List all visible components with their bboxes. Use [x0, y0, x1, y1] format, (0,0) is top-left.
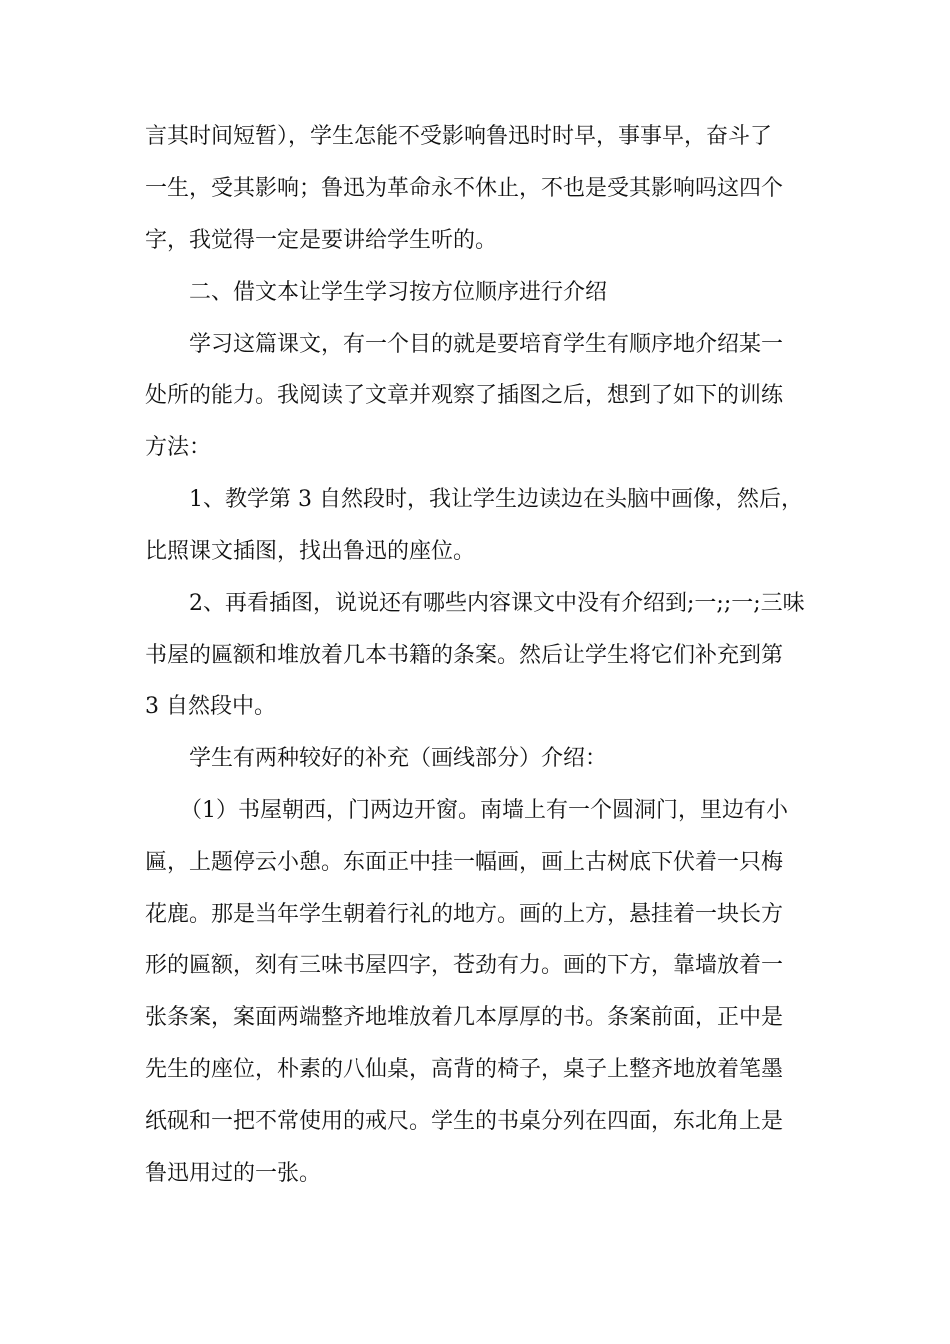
text-line: 比照课文插图，找出鲁迅的座位。	[145, 539, 476, 564]
text-line: 一生，受其影响；鲁迅为革命永不休止，不也是受其影响吗这四个	[145, 176, 784, 201]
section-heading: 二、借文本让学生学习按方位顺序进行介绍	[189, 280, 608, 305]
text-line: 1、教学第 3 自然段时，我让学生边读边在头脑中画像，然后，	[189, 487, 803, 512]
text-line: 匾，上题停云小憩。东面正中挂一幅画，画上古树底下伏着一只梅	[145, 850, 784, 875]
text-line: （1）书屋朝西，门两边开窗。南墙上有一个圆洞门，里边有小	[180, 798, 788, 823]
text-line: 张条案，案面两端整齐地堆放着几本厚厚的书。条案前面，正中是	[145, 1005, 784, 1030]
text-line: 学习这篇课文，有一个目的就是要培育学生有顺序地介绍某一	[189, 332, 784, 357]
text-line: 处所的能力。我阅读了文章并观察了插图之后，想到了如下的训练	[145, 383, 784, 408]
text-line: 学生有两种较好的补充（画线部分）介绍：	[189, 746, 608, 771]
text-line: 鲁迅用过的一张。	[145, 1161, 322, 1186]
text-line: 2、再看插图，说说还有哪些内容课文中没有介绍到;一;;一;三味	[189, 591, 805, 616]
text-line: 方法：	[145, 435, 212, 460]
text-line: 花鹿。那是当年学生朝着行礼的地方。画的上方，悬挂着一块长方	[145, 902, 784, 927]
text-line: 言其时间短暂），学生怎能不受影响鲁迅时时早，事事早，奋斗了	[145, 124, 773, 149]
text-line: 书屋的匾额和堆放着几本书籍的条案。然后让学生将它们补充到第	[145, 643, 784, 668]
text-line: 纸砚和一把不常使用的戒尺。学生的书桌分列在四面，东北角上是	[145, 1109, 784, 1134]
text-line: 先生的座位，朴素的八仙桌，高背的椅子，桌子上整齐地放着笔墨	[145, 1057, 784, 1082]
text-line: 字，我觉得一定是要讲给学生听的。	[145, 228, 498, 253]
text-line: 形的匾额，刻有三味书屋四字，苍劲有力。画的下方，靠墙放着一	[145, 953, 784, 978]
text-line: 3 自然段中。	[145, 694, 276, 719]
